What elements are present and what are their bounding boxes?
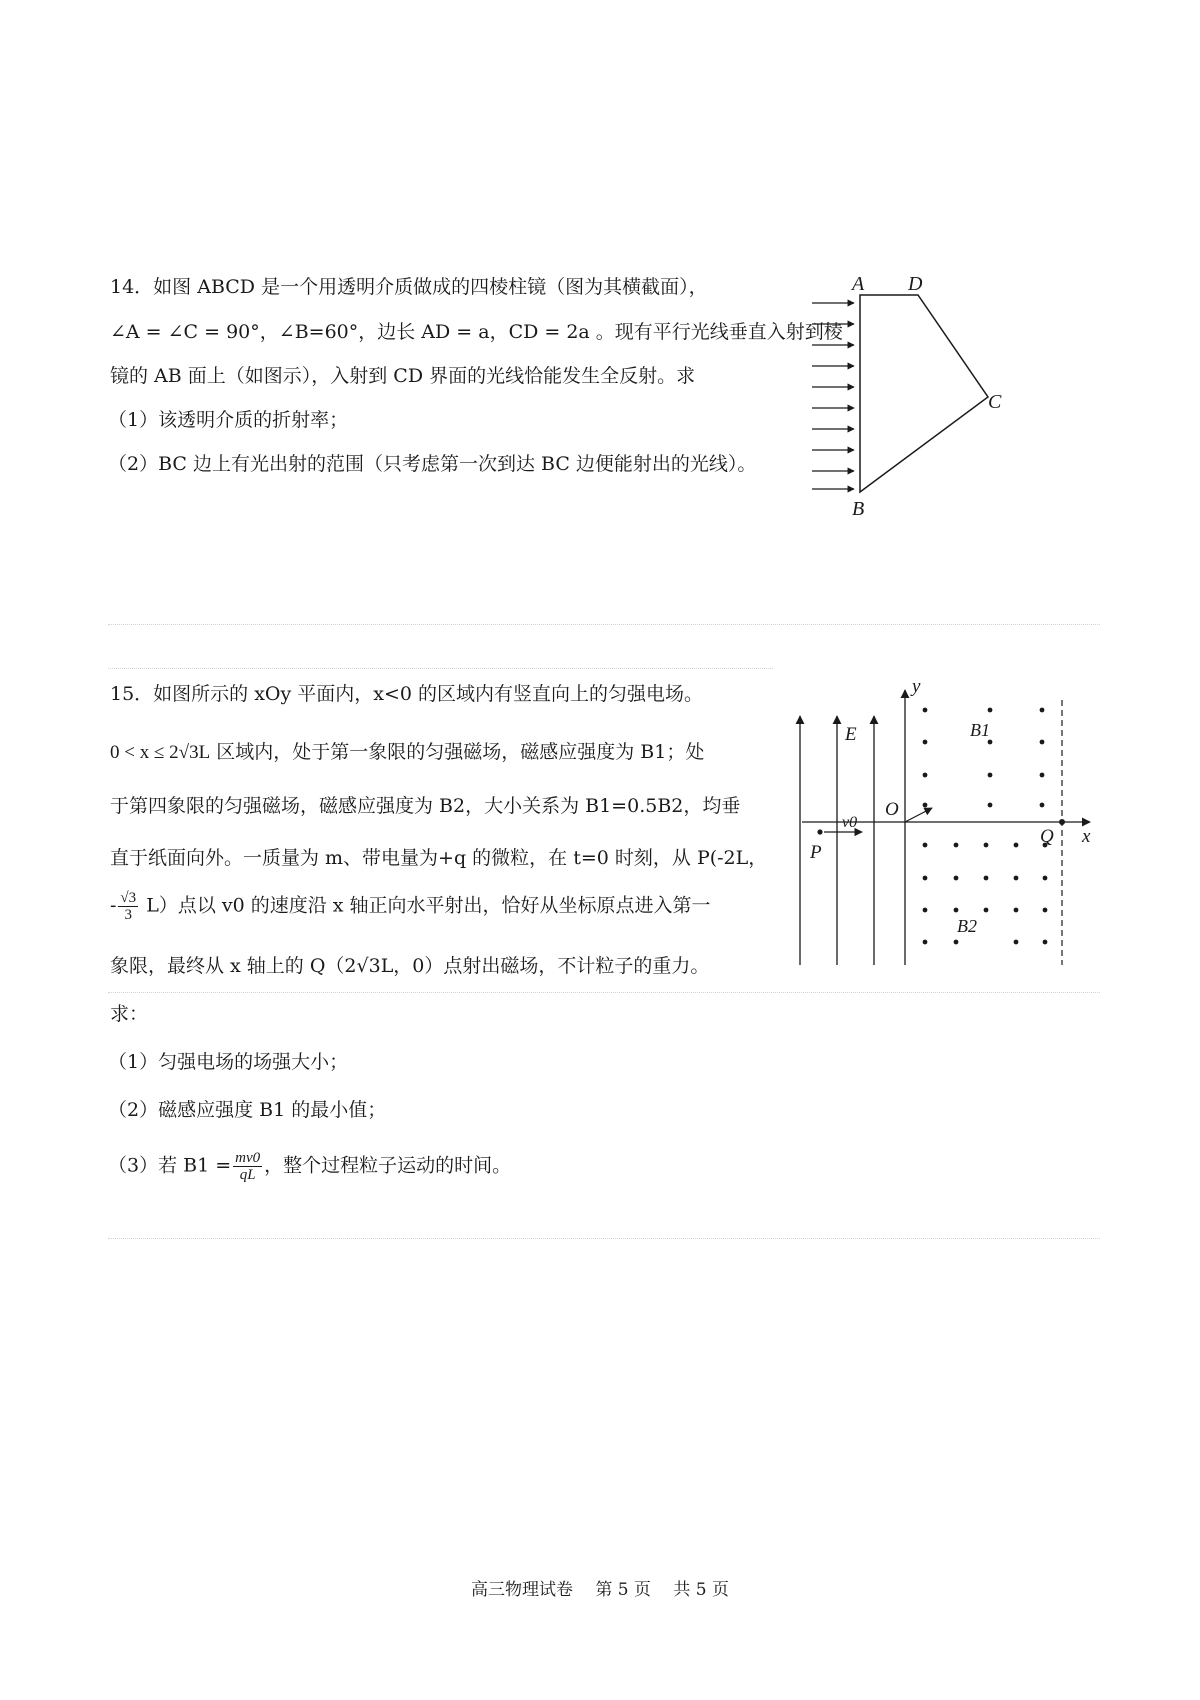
fraction-numerator: √3 [120, 890, 137, 906]
fraction-denominator: 3 [124, 907, 133, 923]
q15-part3-prefix: （3）若 B1 = [108, 1154, 232, 1177]
vertex-d-label: D [908, 273, 923, 295]
incident-light-arrows [812, 303, 854, 489]
q15-line6: 象限，最终从 x 轴上的 Q（2√3L，0）点射出磁场，不计粒子的重力。 [110, 955, 710, 977]
q15-line5 [110, 890, 711, 923]
field-figure [790, 680, 1100, 980]
separator-3 [108, 992, 1100, 993]
q15-line2-text: 区域内，处于第一象限的匀强磁场，磁感应强度为 B1；处 [216, 741, 705, 763]
q15-line3: 于第四象限的匀强磁场，磁感应强度为 B2，大小关系为 B1=0.5B2，均垂 [110, 795, 741, 817]
q14-line3: 镜的 AB 面上（如图示），入射到 CD 界面的光线恰能发生全反射。求 [110, 365, 696, 387]
prism-shape [860, 295, 988, 492]
origin-velocity-arrow [905, 808, 932, 822]
vertex-a-label: A [852, 273, 865, 295]
b2-label: B2 [957, 916, 977, 936]
q15-part2: （2）磁感应强度 B1 的最小值； [108, 1099, 387, 1121]
q15-line2-math: 0 < x ≤ 2√3L [110, 742, 211, 763]
q15-line1: 15．如图所示的 xOy 平面内，x<0 的区域内有竖直向上的匀强电场。 [110, 683, 704, 705]
b2-field-dots [923, 843, 1048, 945]
b1-label: B1 [970, 720, 990, 740]
q15-line4: 直于纸面向外。一质量为 m、带电量为+q 的微粒，在 t=0 时刻，从 P(-2L， [110, 847, 768, 869]
q15-line5-text: L）点以 v0 的速度沿 x 轴正向水平射出，恰好从坐标原点进入第一 [146, 894, 711, 917]
x-axis-label: x [1082, 826, 1091, 847]
q-label: Q [1040, 826, 1054, 847]
v0-label: v0 [842, 814, 858, 831]
separator-2 [108, 668, 773, 669]
separator-1 [108, 624, 1100, 625]
fraction-denominator: qL [239, 1167, 256, 1183]
q15-line5-prefix: - [110, 894, 117, 917]
q14-part1: （1）该透明介质的折射率； [108, 409, 349, 431]
fraction-numerator: mv0 [235, 1150, 261, 1166]
q15-line7: 求： [110, 1003, 149, 1025]
q14-part2: （2）BC 边上有光出射的范围（只考虑第一次到达 BC 边便能射出的光线）。 [108, 453, 757, 475]
electric-field-lines [800, 716, 874, 965]
q15-part1: （1）匀强电场的场强大小； [108, 1051, 349, 1073]
vertex-c-label: C [988, 391, 1002, 413]
e-field-label: E [845, 724, 857, 745]
separator-4 [108, 1238, 1100, 1239]
prism-figure [800, 265, 1100, 565]
origin-label: O [885, 799, 899, 820]
point-p [817, 829, 822, 834]
p-label: P [810, 842, 822, 863]
page-footer: 高三物理试卷 第 5 页 共 5 页 [470, 1580, 730, 1600]
q15-part3-suffix: ，整个过程粒子运动的时间。 [264, 1154, 512, 1177]
q15-part3-fraction [233, 1150, 262, 1183]
q15-line2 [110, 738, 704, 767]
q14-line2: ∠A = ∠C = 90°，∠B=60°，边长 AD = a，CD = 2a 。现有平行光线垂直入射到棱 [110, 321, 843, 343]
q15-line5-fraction [118, 890, 138, 923]
y-axis-label: y [912, 680, 921, 697]
q14-line1: 14．如图 ABCD 是一个用透明介质做成的四棱柱镜（图为其横截面）， [110, 276, 708, 298]
q15-part3 [108, 1150, 511, 1183]
point-q [1059, 819, 1065, 825]
vertex-b-label: B [852, 498, 865, 520]
